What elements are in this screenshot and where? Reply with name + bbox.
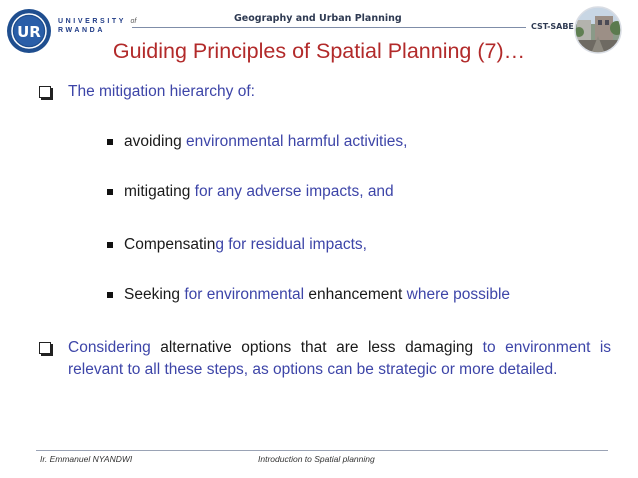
word: alternative — [160, 339, 232, 356]
checkbox-bullet-icon — [39, 86, 51, 98]
checkbox-bullet-icon — [39, 342, 51, 354]
main-bullet-2-text — [68, 337, 611, 381]
sub-bullet-lead: avoiding — [124, 133, 187, 150]
university-of: of — [130, 18, 137, 25]
sub-bullet-rest: for any adverse impacts, and — [194, 183, 394, 200]
sub-bullet — [107, 131, 407, 153]
sub-bullet-lead: Compensatin — [124, 236, 216, 253]
department-name: Geography and Urban Planning — [234, 13, 402, 24]
footer-course: Introduction to Spatial planning — [258, 454, 375, 464]
university-line2: RWANDA — [58, 27, 105, 34]
main-bullet-1 — [39, 81, 611, 103]
square-bullet-icon — [107, 189, 113, 195]
square-bullet-icon — [107, 292, 113, 298]
slide-title: Guiding Principles of Spatial Planning (7)… — [112, 39, 526, 63]
header-divider — [132, 27, 526, 28]
word: less — [367, 339, 396, 356]
logo-text: UR — [17, 23, 41, 41]
footer-divider — [36, 450, 608, 451]
word: are — [336, 339, 359, 356]
university-name — [58, 17, 136, 35]
word: options — [241, 339, 292, 356]
unit-code: CST-SABE — [531, 22, 574, 31]
word: that — [300, 339, 327, 356]
university-line1: UNIVERSITY — [58, 18, 126, 25]
footer-author: Ir. Emmanuel NYANDWI — [40, 454, 133, 464]
sub-bullet — [107, 284, 510, 306]
main-bullet-2 — [39, 337, 611, 381]
square-bullet-icon — [107, 242, 113, 248]
main-bullet-1-text: The mitigation hierarchy of: — [68, 83, 255, 100]
sub-bullet — [107, 234, 367, 256]
square-bullet-icon — [107, 139, 113, 145]
sub-bullet-lead: Seeking — [124, 286, 185, 303]
word: Considering — [68, 339, 151, 356]
sub-bullet-rest: for environmental — [184, 286, 309, 303]
sub-bullet-lead-2: enhancement — [308, 286, 407, 303]
word: to — [482, 339, 496, 356]
sub-bullet-rest: environmental harmful activities, — [186, 133, 408, 150]
sub-bullet-lead: mitigating — [124, 183, 195, 200]
sub-bullet-rest-2: where possible — [406, 286, 511, 303]
sub-bullet — [107, 181, 394, 203]
sub-bullet-rest: g for residual impacts, — [215, 236, 367, 253]
bullet-2-rest: environment is relevant to all these steps, as options can be strategic or more detailed. — [68, 339, 612, 378]
word: damaging — [405, 339, 474, 356]
